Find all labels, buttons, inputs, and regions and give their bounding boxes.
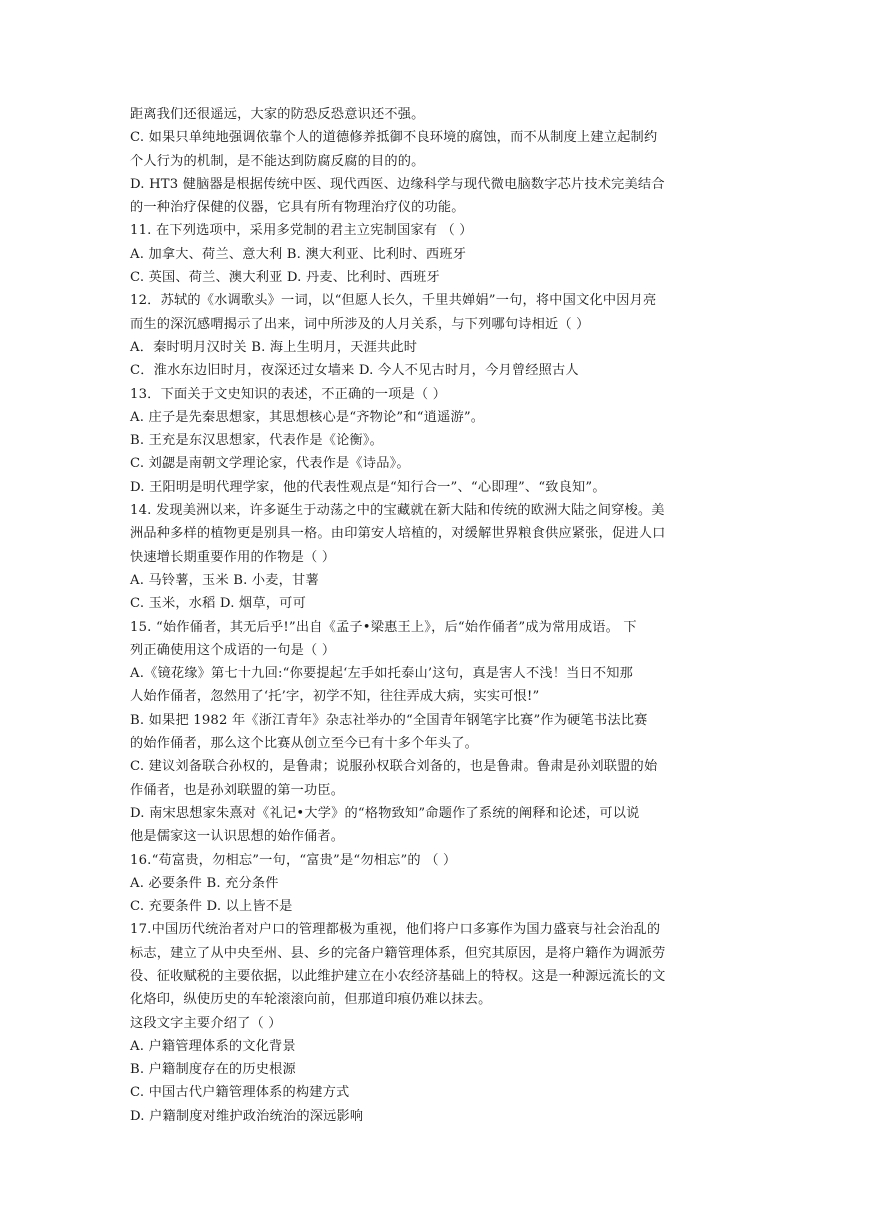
text-line: 这段文字主要介绍了（ ） <box>130 1015 282 1031</box>
text-line: D. HT3 健脑器是根据传统中医、现代西医、边缘科学与现代微电脑数字芯片技术完美结合 <box>130 176 665 192</box>
text-line: D. 南宋思想家朱熹对《礼记•大学》的“格物致知”命题作了系统的阐释和论述，可以说 <box>130 805 640 821</box>
text-line: 16.“苟富贵，勿相忘”一句，“富贵”是“勿相忘”的 （ ） <box>130 852 457 868</box>
text-line: 的始作俑者，那么这个比赛从创立至今已有十多个年头了。 <box>130 736 479 752</box>
text-line: 个人行为的机制，是不能达到防腐反腐的目的的。 <box>130 153 425 169</box>
text-line: C. 刘勰是南朝文学理论家，代表作是《诗品》。 <box>130 456 410 472</box>
text-line: 17.中国历代统治者对户口的管理都极为重视，他们将户口多寡作为国力盛衰与社会治乱的 <box>130 922 661 938</box>
text-line: B. 如果把 1982 年《浙江青年》杂志社举办的“全国青年钢笔字比赛”作为硬笔书法比赛 <box>130 712 648 728</box>
text-line: 标志，建立了从中央至州、县、乡的完备户籍管理体系，但究其原因，是将户籍作为调派劳 <box>130 945 666 961</box>
text-line: 列正确使用这个成语的一句是（ ） <box>130 642 336 658</box>
text-line: C. 英国、荷兰、澳大利亚 D. 丹麦、比利时、西班牙 <box>130 270 440 286</box>
text-line: 的一种治疗保健的仪器，它具有所有物理治疗仪的功能。 <box>130 200 465 216</box>
text-line: A. 马铃薯，玉米 B. 小麦，甘薯 <box>130 572 319 588</box>
text-line: A.《镜花缘》第七十九回:“你要提起‘左手如托泰山’这句，真是害人不浅！当日不知那 <box>130 666 634 682</box>
text-line: A. 加拿大、荷兰、意大利 B. 澳大利亚、比利时、西班牙 <box>130 246 467 262</box>
text-line: 作俑者，也是孙刘联盟的第一功臣。 <box>130 782 345 798</box>
text-line: 距离我们还很遥远，大家的防恐反恐意识还不强。 <box>130 107 425 122</box>
text-line: B. 王充是东汉思想家，代表作是《论衡》。 <box>130 433 384 449</box>
text-line: C. 玉米，水稻 D. 烟草，可可 <box>130 596 306 612</box>
text-line: 15. “始作俑者，其无后乎!”出自《孟子•梁惠王上》，后“始作俑者”成为常用成语。 下 <box>130 619 637 635</box>
text-line: 洲品种多样的植物更是别具一格。由印第安人培植的，对缓解世界粮食供应紧张，促进人口 <box>130 526 666 542</box>
text-line: D. 户籍制度对维护政治统治的深远影响 <box>130 1108 364 1124</box>
text-line: C．淮水东边旧时月，夜深还过女墙来 D. 今人不见古时月，今月曾经照古人 <box>130 363 579 379</box>
text-line: 化烙印，纵使历史的车轮滚滚向前，但那道印痕仍难以抹去。 <box>130 992 492 1008</box>
text-line: 11. 在下列选项中，采用多党制的君主立宪制国家有 （ ） <box>130 223 473 239</box>
text-line: A. 必要条件 B. 充分条件 <box>130 875 279 891</box>
text-line: 役、征收赋税的主要依据，以此维护建立在小农经济基础上的特权。这是一种源远流长的文 <box>130 968 666 984</box>
text-line: C. 建议刘备联合孙权的，是鲁肃；说服孙权联合刘备的，也是鲁肃。鲁肃是孙刘联盟的始 <box>130 759 658 775</box>
text-line: 13．下面关于文史知识的表述，不正确的一项是（ ） <box>130 386 447 402</box>
text-line: A．秦时明月汉时关 B. 海上生明月，天涯共此时 <box>130 339 418 355</box>
text-line: D. 王阳明是明代理学家，他的代表性观点是“知行合一”、“心即理”、“致良知”。 <box>130 479 606 495</box>
document-body <box>130 103 742 1128</box>
text-line: A. 庄子是先秦思想家，其思想核心是“齐物论”和“逍遥游”。 <box>130 409 485 425</box>
text-line: A. 户籍管理体系的文化背景 <box>130 1038 296 1054</box>
text-line: C. 充要条件 D. 以上皆不是 <box>130 899 293 915</box>
text-line: 他是儒家这一认识思想的始作俑者。 <box>130 829 345 845</box>
text-line: C. 如果只单纯地强调依靠个人的道德修养抵御不良环境的腐蚀，而不从制度上建立起制约 <box>130 130 658 146</box>
text-line: 14. 发现美洲以来，许多诞生于动荡之中的宝藏就在新大陆和传统的欧洲大陆之间穿梭。美 <box>130 503 665 519</box>
text-line: 人始作俑者，忽然用了‘托’字，初学不知，往往弄成大病，实实可恨!” <box>130 689 540 705</box>
text-line: B. 户籍制度存在的历史根源 <box>130 1062 296 1078</box>
text-line: 12．苏轼的《水调歌头》一词，以“但愿人长久，千里共婵娟”一句，将中国文化中因月亮 <box>130 293 657 309</box>
text-line: C. 中国古代户籍管理体系的构建方式 <box>130 1085 350 1101</box>
text-line: 快速增长期重要作用的作物是（ ） <box>130 549 336 565</box>
text-line: 而生的深沉感喟揭示了出来，词中所涉及的人月关系，与下列哪句诗相近（ ） <box>130 316 590 332</box>
